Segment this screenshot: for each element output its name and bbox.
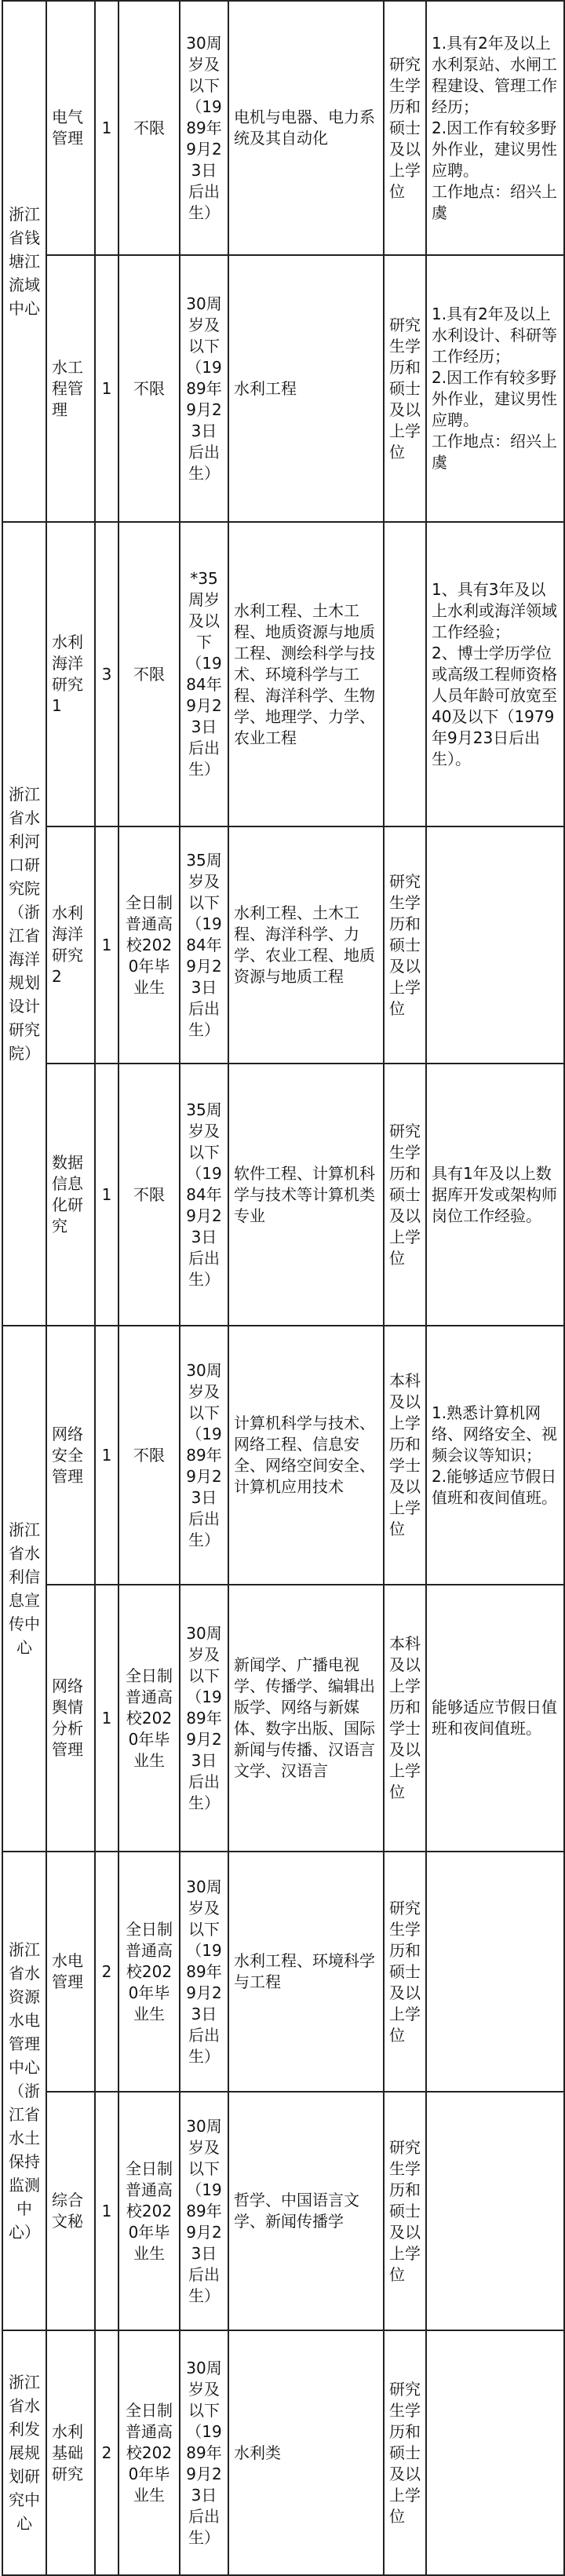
other-requirements-cell: 1、具有3年及以上水利或海洋领域工作经验； 2、博士学历学位或高级工程师资格人员年龄可放宽至40及以下（1979年9月23日后出生）。 [426,522,564,826]
table-row [2,2330,564,2575]
education-type-cell: 全日制普通高校2020年毕业生 [118,826,180,1064]
major-cell: 水利工程、环境科学与工程 [228,1852,384,2092]
other-requirements-cell [426,2092,564,2330]
major-cell: 软件工程、计算机科学与技术等计算机类专业 [228,1064,384,1326]
age-requirement-cell: 35周岁及以下（1984年9月23日后出生） [180,1064,228,1326]
degree-cell [384,522,426,826]
age-requirement-cell: 30周岁及以下（1989年9月23日后出生） [180,255,228,522]
table-row [2,1852,564,2092]
post-name-cell: 水工程管理 [46,255,95,522]
major-cell: 电机与电器、电力系统及其自动化 [228,1,384,255]
recruitment-table-body [2,1,564,2575]
headcount-cell: 1 [95,1064,118,1326]
degree-cell: 研究生学历和硕士及以上学位 [384,2092,426,2330]
post-name-cell: 网络安全管理 [46,1326,95,1585]
degree-cell: 研究生学历和硕士及以上学位 [384,1064,426,1326]
age-requirement-cell: *35周岁及以下（1984年9月23日后出生） [180,522,228,826]
age-requirement-cell: 30周岁及以下（1989年9月23日后出生） [180,1,228,255]
headcount-cell: 1 [95,1585,118,1852]
major-cell: 水利类 [228,2330,384,2575]
education-type-cell: 全日制普通高校2020年毕业生 [118,1852,180,2092]
post-name-cell: 水利基础研究 [46,2330,95,2575]
post-name-cell: 数据信息化研究 [46,1064,95,1326]
table-row [2,1064,564,1326]
unit-name-cell: 浙江省水利发展规划研究中心 [2,2330,46,2575]
headcount-cell: 1 [95,1326,118,1585]
education-type-cell: 不限 [118,1,180,255]
other-requirements-cell [426,826,564,1064]
education-type-cell: 不限 [118,255,180,522]
table-row [2,1,564,255]
headcount-cell: 2 [95,1852,118,2092]
table-row [2,522,564,826]
degree-cell: 本科及以上学历和学士及以上学位 [384,1585,426,1852]
major-cell: 水利工程 [228,255,384,522]
post-name-cell: 水利海洋研究1 [46,522,95,826]
age-requirement-cell: 30周岁及以下（1989年9月23日后出生） [180,1585,228,1852]
major-cell: 新闻学、广播电视学、传播学、编辑出版学、网络与新媒体、数字出版、国际新闻与传播、汉语言文学、汉语言 [228,1585,384,1852]
post-name-cell: 水电管理 [46,1852,95,2092]
table-row [2,1585,564,1852]
age-requirement-cell: 30周岁及以下（1989年9月23日后出生） [180,1852,228,2092]
age-requirement-cell: 30周岁及以下（1989年9月23日后出生） [180,2092,228,2330]
major-cell: 水利工程、土木工程、地质资源与地质工程、测绘科学与技术、环境科学与工程、海洋科学、生物学、地理学、力学、农业工程 [228,522,384,826]
education-type-cell: 全日制普通高校2020年毕业生 [118,1585,180,1852]
degree-cell: 研究生学历和硕士及以上学位 [384,2330,426,2575]
headcount-cell: 1 [95,1,118,255]
education-type-cell: 不限 [118,1326,180,1585]
age-requirement-cell: 30周岁及以下（1989年9月23日后出生） [180,2330,228,2575]
headcount-cell: 2 [95,2330,118,2575]
degree-cell: 研究生学历和硕士及以上学位 [384,1,426,255]
degree-cell: 本科及以上学历和学士及以上学位 [384,1326,426,1585]
headcount-cell: 3 [95,522,118,826]
unit-name-cell: 浙江省水资源水电管理中心（浙江省水土保持监测中心） [2,1852,46,2330]
headcount-cell: 1 [95,2092,118,2330]
other-requirements-cell: 能够适应节假日值班和夜间值班。 [426,1585,564,1852]
unit-name-cell: 浙江省水利信息宣传中心 [2,1326,46,1852]
post-name-cell: 水利海洋研究2 [46,826,95,1064]
education-type-cell: 全日制普通高校2020年毕业生 [118,2330,180,2575]
post-name-cell: 综合文秘 [46,2092,95,2330]
post-name-cell: 电气管理 [46,1,95,255]
degree-cell: 研究生学历和硕士及以上学位 [384,826,426,1064]
other-requirements-cell [426,2330,564,2575]
table-row [2,2092,564,2330]
table-row [2,1326,564,1585]
education-type-cell: 不限 [118,522,180,826]
recruitment-table [2,0,565,2576]
other-requirements-cell: 具有1年及以上数据库开发或架构师岗位工作经验。 [426,1064,564,1326]
major-cell: 水利工程、土木工程、海洋科学、力学、农业工程、地质资源与地质工程 [228,826,384,1064]
other-requirements-cell: 1.具有2年及以上水利泵站、水闸工程建设、管理工作经历； 2.因工作有较多野外作业，建议男性应聘。 工作地点：绍兴上虞 [426,1,564,255]
other-requirements-cell: 1.具有2年及以上水利设计、科研等工作经历； 2.因工作有较多野外作业，建议男性应聘。 工作地点：绍兴上虞 [426,255,564,522]
headcount-cell: 1 [95,255,118,522]
table-row [2,826,564,1064]
major-cell: 哲学、中国语言文学、新闻传播学 [228,2092,384,2330]
degree-cell: 研究生学历和硕士及以上学位 [384,1852,426,2092]
age-requirement-cell: 35周岁及以下（1984年9月23日后出生） [180,826,228,1064]
degree-cell: 研究生学历和硕士及以上学位 [384,255,426,522]
other-requirements-cell: 1.熟悉计算机网络、网络安全、视频会议等知识； 2.能够适应节假日值班和夜间值班。 [426,1326,564,1585]
headcount-cell: 1 [95,826,118,1064]
major-cell: 计算机科学与技术、网络工程、信息安全、网络空间安全、计算机应用技术 [228,1326,384,1585]
education-type-cell: 全日制普通高校2020年毕业生 [118,2092,180,2330]
unit-name-cell: 浙江省钱塘江流域中心 [2,1,46,522]
table-row [2,255,564,522]
age-requirement-cell: 30周岁及以下（1989年9月23日后出生） [180,1326,228,1585]
unit-name-cell: 浙江省水利河口研究院（浙江省海洋规划设计研究院） [2,522,46,1326]
other-requirements-cell [426,1852,564,2092]
post-name-cell: 网络舆情分析管理 [46,1585,95,1852]
education-type-cell: 不限 [118,1064,180,1326]
